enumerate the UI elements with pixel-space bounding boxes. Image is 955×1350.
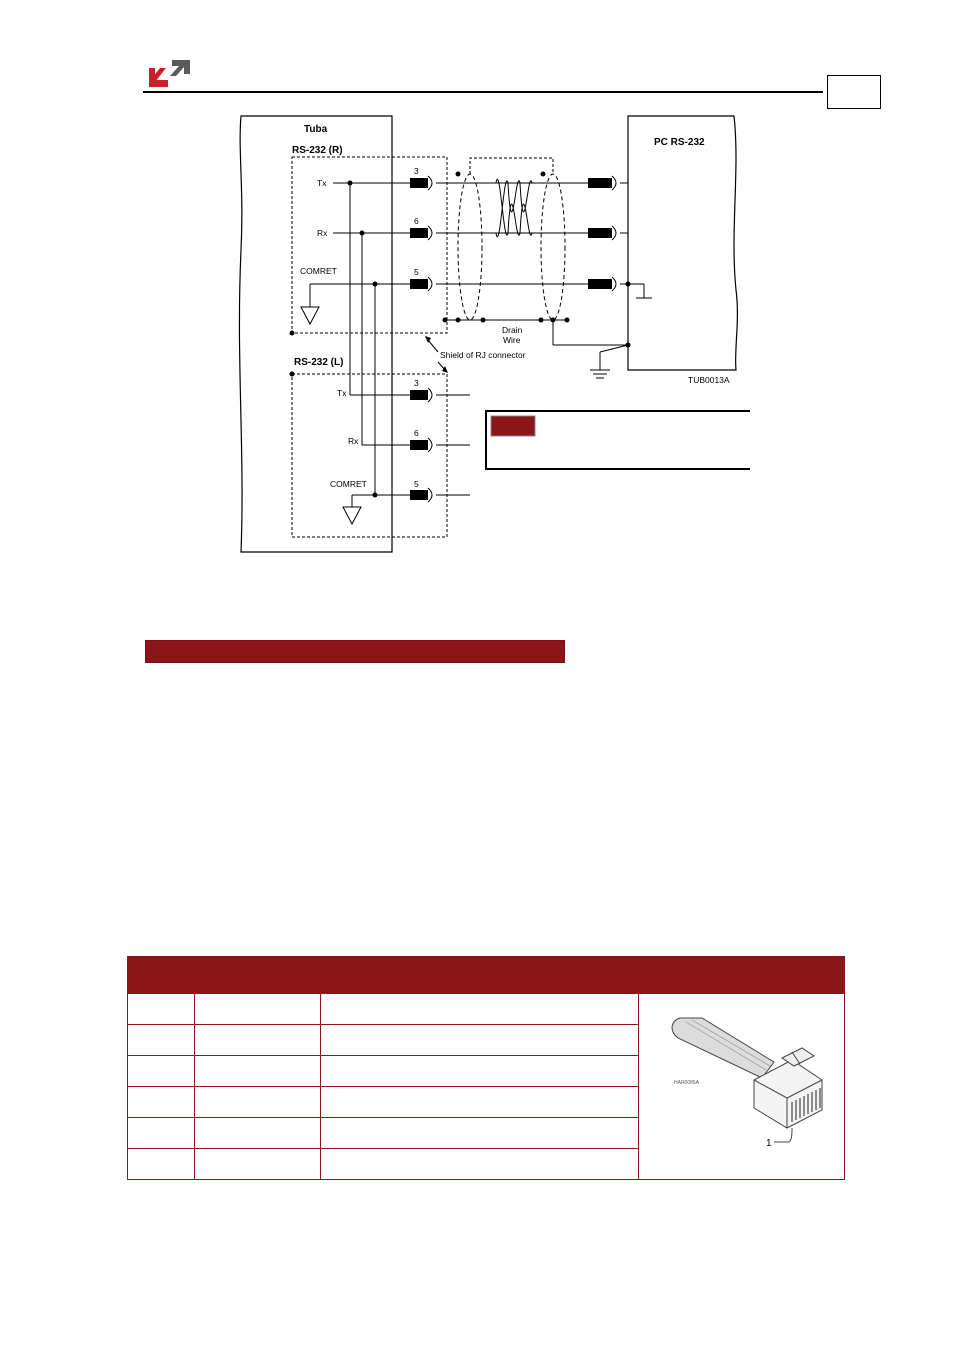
note-badge — [491, 416, 535, 436]
pin-label-comret-r: 5 — [414, 267, 419, 277]
tuba-title: Tuba — [304, 124, 328, 135]
table-header-cell — [128, 957, 195, 994]
connector-image-cell — [639, 994, 845, 1180]
plug-tx-r — [410, 178, 428, 188]
tx-label-r: Tx — [317, 178, 327, 188]
tx-label-l: Tx — [337, 388, 347, 398]
shield-label: Shield of RJ connector — [440, 350, 526, 360]
pin-label-rx-l: 6 — [414, 428, 419, 438]
plug-comret-r — [410, 279, 428, 289]
connector-part-code: HAR0085A — [673, 1080, 699, 1086]
pin-one-label: 1 — [765, 1138, 772, 1149]
company-logo — [146, 58, 192, 88]
plug-tx-l — [410, 390, 428, 400]
figure-code: TUB0013A — [688, 375, 730, 385]
page-number-box — [827, 75, 881, 109]
tuba-device-outline — [239, 116, 392, 552]
pin-label-comret-l: 5 — [414, 479, 419, 489]
comret-label-l: COMRET — [330, 479, 367, 489]
table-header-row — [128, 957, 845, 994]
rs232-wiring-diagram — [230, 110, 750, 560]
ground-symbol-l — [343, 507, 361, 524]
table-header-cell — [195, 957, 321, 994]
plug-rx-r — [410, 228, 428, 238]
plug-pc-1 — [588, 178, 612, 188]
header-rule — [143, 91, 823, 93]
rj-connector-icon — [642, 1000, 842, 1170]
rx-label-l: Rx — [348, 436, 359, 446]
drain-label-1: Drain — [502, 325, 523, 335]
pin-assignment-table — [127, 956, 844, 1168]
plug-rx-l — [410, 440, 428, 450]
rx-label-r: Rx — [317, 228, 328, 238]
ground-symbol-r — [301, 307, 319, 324]
pin-label-tx-r: 3 — [414, 166, 419, 176]
plug-pc-2 — [588, 228, 612, 238]
pin-label-rx-r: 6 — [414, 216, 419, 226]
port-l-label: RS-232 (L) — [294, 357, 344, 368]
pc-device-outline — [628, 116, 737, 370]
drain-label-2: Wire — [503, 335, 521, 345]
pc-title: PC RS-232 — [654, 137, 705, 148]
plug-comret-l — [410, 490, 428, 500]
plug-pc-3 — [588, 279, 612, 289]
logo-icon — [146, 58, 192, 88]
table-header-cell — [639, 957, 845, 994]
shield-oval-right — [541, 174, 565, 320]
shield-oval-left — [458, 174, 482, 320]
table-row — [128, 994, 845, 1025]
pin-label-tx-l: 3 — [414, 378, 419, 388]
table-header-cell — [321, 957, 639, 994]
twisted-pair — [496, 179, 532, 237]
port-r-label: RS-232 (R) — [292, 145, 343, 156]
section-heading-bar — [145, 640, 565, 663]
comret-label-r: COMRET — [300, 266, 337, 276]
